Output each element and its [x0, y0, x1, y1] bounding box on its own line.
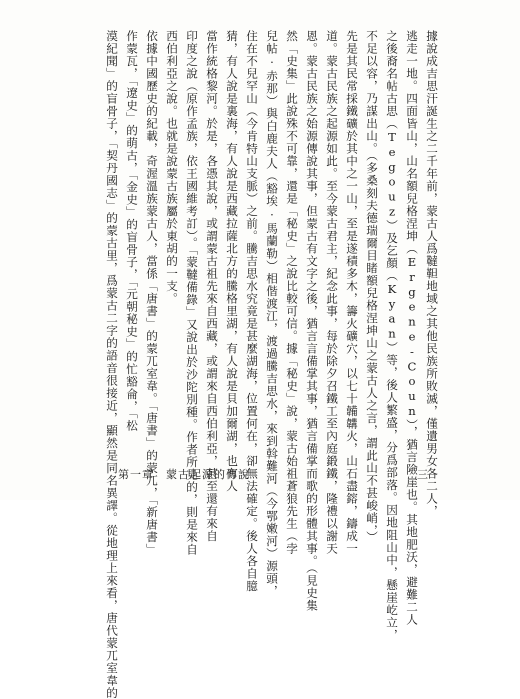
- text-line: 猜，有人說是裏海，有人說是西藏拉薩北方的騰格里湖，有人說是貝加爾湖，也有人: [225, 30, 239, 493]
- text-line: 兒帖·赤那）與白鹿夫人（豁埃·馬蘭勒）相偕渡江，渡過騰吉思水，來到斡難河（今鄂嫩河）源頭，: [265, 30, 279, 598]
- text-line: 當作統格黎河。於是，各憑其說，或謂蒙古祖先來自西藏，或謂來自西伯利亞，甚至還有來自: [205, 30, 219, 543]
- text-line: 據說成吉思汗誕生之二千年前，蒙古人爲韃靼地域之其他民族所敗滅，僅遺男女各二人，: [425, 30, 439, 518]
- text-line: 然「史集」此說殊不可靠，還是「秘史」之說比較可信。據「秘史」說，蒙古始祖蒼狼先生（孛: [285, 30, 299, 555]
- text-line: 漠紀聞」的盲骨子，「契丹國志」的蒙古里，爲蒙古二字的語音很接近，顯然是同名異譯。從地理上來看，唐代蒙兀室韋的: [105, 30, 119, 699]
- text-line: 先是其民常採鐵礦於其中之一山，至是遂積多木，籌火礦穴，以七十韛韝火，山石盡鎔，鑄成一: [345, 30, 359, 555]
- page-number: 三: [417, 468, 428, 481]
- text-line: 之後裔名帖古思（Tegouz）及乞顏（Kyan）等，後人繁盛，分爲部落。因地阻山中，懸崖屹立，: [385, 30, 399, 642]
- text-line: 恩。蒙古民族之始源傳說其事，但蒙古有文字之後，猶言言備掌其事，猶言備掌而歌的形體其事。（見史集: [305, 30, 319, 612]
- chapter-footer: 第一章 蒙古起源的傳說: [118, 468, 250, 481]
- text-line: 西伯利亞之說。也就是說蒙古族屬於東胡的一支。: [165, 30, 179, 305]
- text-line: 不足以容，乃謀出山。（多桑刻夫德瑞爾目睹額兒格涅坤山之蒙古人之言，謂此山不甚峻峭，）: [365, 30, 379, 544]
- text-line: 逃走一地。四面皆山，山名額兒格涅坤（Ergene-Coun），猶言險崖也。其地肥沃，避難二人: [405, 30, 419, 626]
- text-line: 道。蒙古民族之起源如此。至今蒙古君主，紀念此事，每於除夕召鐵工至內庭鍛鐵，隆禮以謝天: [325, 30, 339, 555]
- text-line: 住在不兒罕山（今肯特山支脈）之前。騰吉思水究竟是甚麼湖海，位置何在，卻無法確定。後人各自臆: [245, 30, 259, 593]
- text-line: 依據中國歷史的紀載，奇渥溫族蒙古人，當係「唐書」的蒙兀室韋。「唐書」的蒙兀，「新唐書」: [145, 30, 159, 556]
- text-line: 印度之說（原作孟族，依王國維考訂）。「蒙韃備錄」又說出於沙陀別種。作者所見的，則是來自: [185, 30, 199, 556]
- text-line: 作蒙瓦，「遼史」的萌古，「金史」的盲骨子，「元朝秘史」的忙豁侖，「松: [125, 30, 139, 432]
